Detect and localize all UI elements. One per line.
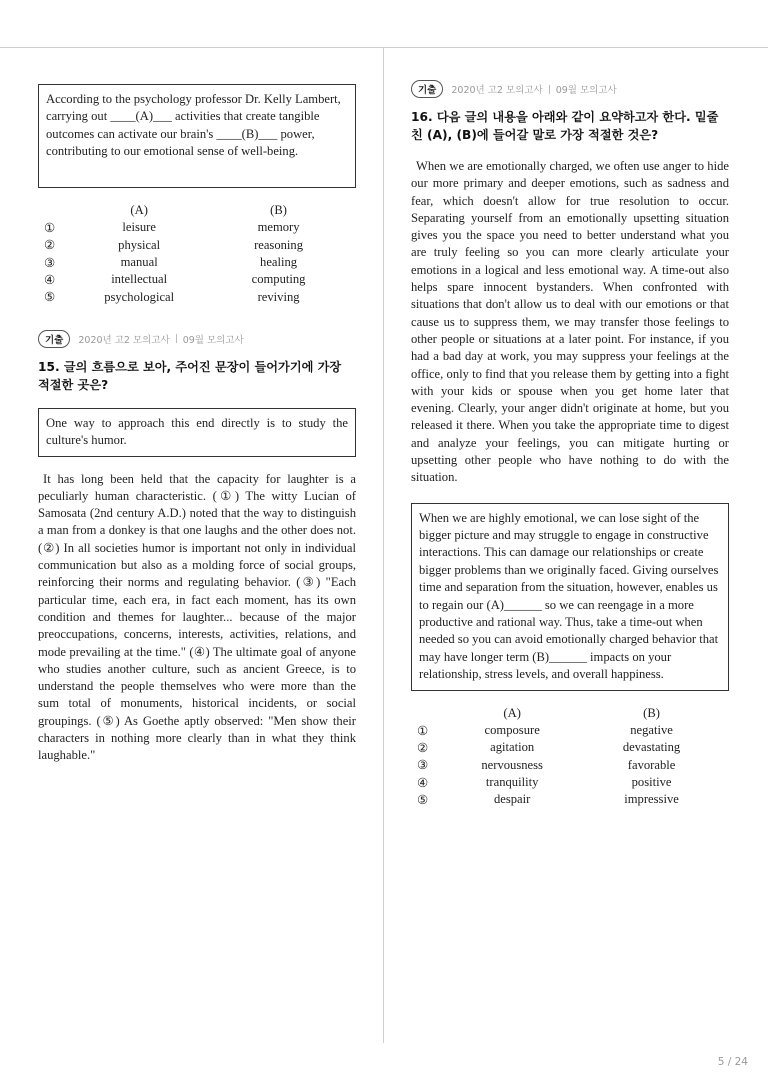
choice-row[interactable] <box>411 791 729 808</box>
column-divider <box>383 48 384 1043</box>
q16-source-line <box>411 80 729 98</box>
choice-a: composure <box>484 723 540 738</box>
q16-title: 16. 다음 글의 내용을 아래와 같이 요약하고자 한다. 밑줄 친 (A), (B)에 들어갈 말로 가장 적절한 것은? <box>411 110 719 142</box>
choice-number: ② <box>44 238 56 253</box>
exam-year: 2020년 고2 모의고사 <box>451 85 543 96</box>
header-a: (A) <box>503 705 521 720</box>
choice-row[interactable] <box>411 757 729 774</box>
choices-header <box>38 202 356 219</box>
q16-summary-box <box>411 503 729 691</box>
choices-header <box>411 705 729 722</box>
header-a: (A) <box>130 203 148 218</box>
choice-b: favorable <box>627 757 676 772</box>
exam-month: 09월 모의고사 <box>182 334 244 346</box>
choice-a: agitation <box>490 740 535 755</box>
choice-b: memory <box>257 220 300 235</box>
exam-month: 09월 모의고사 <box>555 85 617 96</box>
choice-row[interactable] <box>411 739 729 756</box>
choice-a: nervousness <box>481 757 543 772</box>
choice-a: manual <box>120 255 158 270</box>
past-exam-badge: 기출 <box>411 80 443 98</box>
choice-number: ③ <box>417 758 429 773</box>
q15-source-line <box>38 330 356 348</box>
choice-number: ① <box>44 220 56 235</box>
choice-row[interactable] <box>411 722 729 739</box>
q16-choices-table <box>411 705 729 809</box>
q15-given-sentence: One way to approach this end directly is to study the culture's humor. <box>46 415 348 448</box>
source-separator <box>176 334 177 343</box>
q14-summary-text: According to the psychology professor Dr. Kelly Lambert, carrying out ____(A)___ activities that create tangible outcomes can activate our brain's ____(B)___ power, contributing to our emotional sense of well-being. <box>46 92 341 159</box>
choice-b: healing <box>260 255 298 270</box>
choice-row[interactable] <box>38 254 356 271</box>
choice-a: physical <box>118 237 161 252</box>
choice-row[interactable] <box>38 237 356 254</box>
choice-a: despair <box>493 792 531 807</box>
choice-number: ⑤ <box>44 290 56 305</box>
choice-number: ⑤ <box>417 792 429 807</box>
choice-a: tranquility <box>485 775 539 790</box>
source-separator <box>549 85 550 94</box>
choice-row[interactable] <box>411 774 729 791</box>
left-column <box>38 80 356 765</box>
q14-summary-box <box>38 84 356 188</box>
q16-passage: When we are emotionally charged, we often use anger to hide our more primary and deeper emotions, such as sadness and fear, which doesn't allow for true resolution to occur. Separating yourself from an emotionally upsetting situation gives you the space you need to better understand what you are truly feeling so you can more clearly articulate your emotions in a logical and less emotional way. A time-out also helps spare innocent bystanders. When confronted with situations that don't allow us to deal with our emotions or that cause us to suppress them, we may transfer those feelings to other people or situations at a later point. For instance, if you had a bad day at work, you may suppress your feelings at the office, only to find that you release them by getting into a fight with your kids or spouse when you get home later that evening. Clearly, your anger didn't originate at home, but you released it there. When you take the appropriate time to digest and analyze your feelings, you can mitigate hurting or upsetting other people who have nothing to do with the situation. <box>411 159 729 485</box>
choice-a: intellectual <box>111 272 168 287</box>
choice-a: psychological <box>104 289 175 304</box>
choice-number: ② <box>417 740 429 755</box>
choice-b: reviving <box>257 289 300 304</box>
header-b: (B) <box>643 705 660 720</box>
choice-a: leisure <box>122 220 156 235</box>
q16-summary-text: When we are highly emotional, we can lose sight of the bigger picture and may struggle to engage in constructive interactions. This can damage our relationships or create bigger problems than we originally faced. Giving ourselves time and separation from the situation, however, enables us to regain our (A)______ so we can reengage in a more productive and rational way. Thus, take a time-out when needed so you can avoid emotionally charged behavior that may have longer term (B)______ impacts on your relationship, stress levels, and overall happiness. <box>419 510 719 682</box>
choice-b: positive <box>631 775 672 790</box>
choice-b: reasoning <box>254 237 304 252</box>
q15-given-sentence-box <box>38 408 356 457</box>
choice-row[interactable] <box>38 219 356 236</box>
q15-title: 15. 글의 흐름으로 보아, 주어진 문장이 들어가기에 가장 적절한 곳은? <box>38 359 342 392</box>
past-exam-badge: 기출 <box>38 330 70 348</box>
exam-year: 2020년 고2 모의고사 <box>78 334 170 346</box>
choice-row[interactable] <box>38 271 356 288</box>
header-rule <box>0 47 768 48</box>
right-column <box>411 80 729 808</box>
choice-b: impressive <box>624 792 679 807</box>
choice-b: negative <box>630 723 673 738</box>
page-number: 5 / 24 <box>717 1056 748 1068</box>
choice-row[interactable] <box>38 288 356 305</box>
choice-number: ① <box>417 723 429 738</box>
q14-choices-table <box>38 202 356 306</box>
choice-b: computing <box>251 272 306 287</box>
choice-number: ④ <box>44 272 56 287</box>
q15-passage: It has long been held that the capacity for laughter is a peculiarly human characteristic. (①) The witty Lucian of Samosata (2nd century A.D.) noted that the way to distinguish a man from a donkey is that one laughs and the other does not. (②) In all societies humor is important not only in individual communication but also as a molding force of social groups, reinforcing their norms and regulating behavior. (③) "Each particular time, each era, in fact each moment, has its own condition and themes for laughter... because of the major preoccupations, concerns, interests, activities, relations, and mode prevailing at the time." (④) The ultimate goal of anyone who studies another culture, such as ancient Greece, is to understand the people themselves who were more than the sum total of monuments, historical incidents, or social groupings. (⑤) As Goethe aptly observed: "Men show their characters in nothing more clearly than in what they think laughable." <box>38 471 356 763</box>
choice-number: ③ <box>44 255 56 270</box>
choice-b: devastating <box>622 740 681 755</box>
choice-number: ④ <box>417 775 429 790</box>
header-b: (B) <box>270 203 287 218</box>
